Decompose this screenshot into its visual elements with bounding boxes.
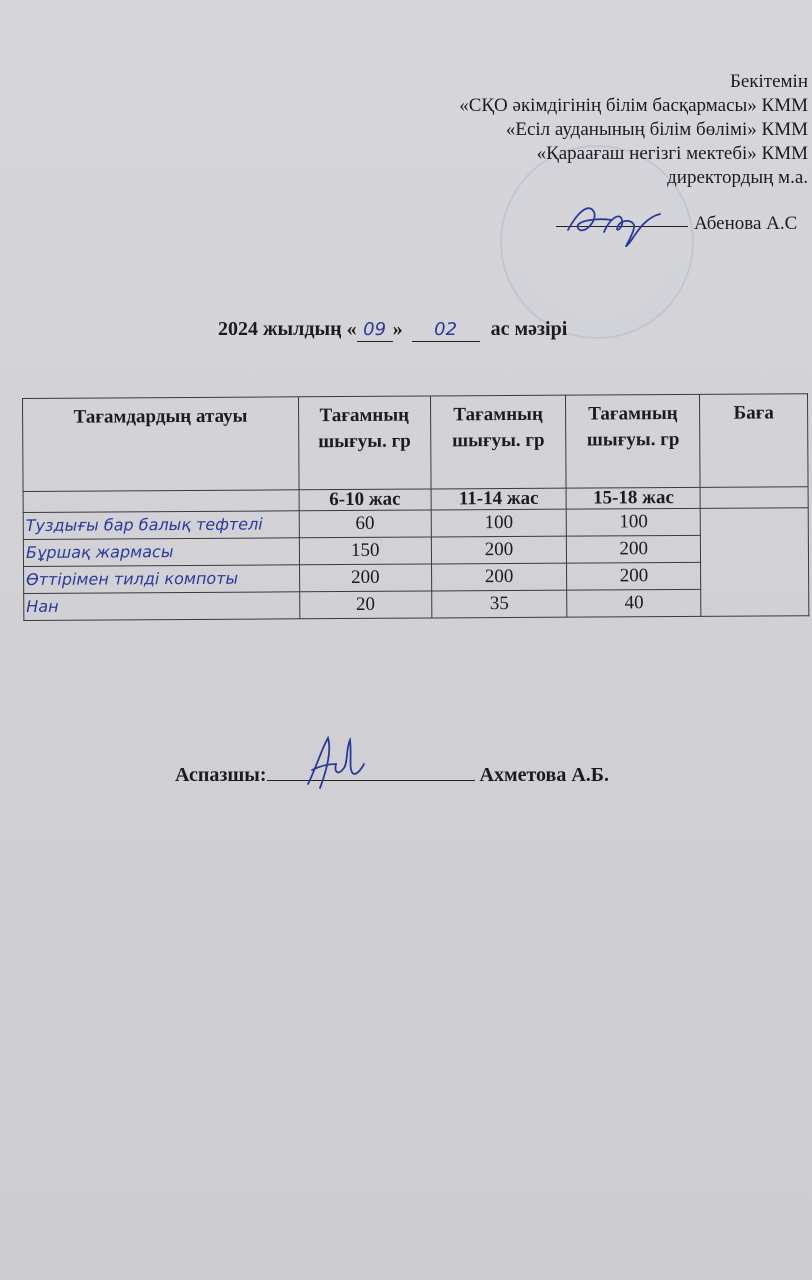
approval-block xyxy=(288,70,808,190)
month-blank xyxy=(412,318,480,342)
dish-name: Туздығы бар балық тефтелі xyxy=(23,511,299,540)
dish-name: Бұршақ жармасы xyxy=(23,538,299,567)
header-dish-name: Тағамдардың атауы xyxy=(23,397,299,492)
age-price-cell xyxy=(700,487,808,509)
header-portion-2: Тағамның шығуы. гр xyxy=(430,395,566,489)
approval-heading: Бекітемін xyxy=(729,71,808,92)
portion-11-14: 200 xyxy=(431,563,567,591)
cook-name: Ахметова А.Б. xyxy=(479,764,610,786)
portion-6-10: 150 xyxy=(299,537,431,565)
table-row xyxy=(24,589,809,621)
cook-label: Аспазшы: xyxy=(175,764,267,786)
title-month: 02 xyxy=(434,319,458,340)
portion-15-18: 200 xyxy=(567,562,701,590)
title-mid: » xyxy=(392,318,403,340)
portion-15-18: 100 xyxy=(567,508,701,536)
header-portion-3: Тағамның шығуы. гр xyxy=(566,394,700,488)
title-prefix: 2024 жылдың « xyxy=(218,318,357,340)
title-day: 09 xyxy=(363,319,387,340)
portion-11-14: 35 xyxy=(431,590,567,618)
age-empty-cell xyxy=(23,490,299,513)
day-blank xyxy=(357,318,393,342)
age-group-3: 15-18 жас xyxy=(566,487,700,509)
title-suffix: ас мәзірі xyxy=(490,318,568,340)
approval-line-3: «Қараағаш негізгі мектебі» КММ xyxy=(536,143,808,164)
age-group-2: 11-14 жас xyxy=(431,488,567,510)
approval-line-4: директордың м.а. xyxy=(667,167,808,188)
portion-15-18: 200 xyxy=(567,535,701,563)
menu-table xyxy=(22,393,809,621)
approval-line-1: «СҚО әкімдігінің білім басқармасы» КММ xyxy=(459,95,808,116)
cook-signature-block xyxy=(175,760,609,787)
header-portion-1: Тағамның шығуы. гр xyxy=(298,396,430,490)
table-header-row xyxy=(23,394,809,492)
director-name: Абенова А.С xyxy=(694,213,798,234)
dish-name: Нан xyxy=(24,592,300,621)
cook-signature xyxy=(298,728,368,798)
menu-title xyxy=(218,318,567,342)
portion-11-14: 100 xyxy=(431,509,567,537)
header-price: Баға xyxy=(700,394,808,488)
director-signature xyxy=(560,198,670,258)
portion-6-10: 200 xyxy=(299,564,431,592)
age-group-1: 6-10 жас xyxy=(299,489,431,511)
portion-6-10: 20 xyxy=(300,591,432,619)
price-cell xyxy=(700,508,808,617)
dish-name: Өттірімен тилді компоты xyxy=(24,565,300,594)
portion-11-14: 200 xyxy=(431,536,567,564)
portion-6-10: 60 xyxy=(299,510,431,538)
portion-15-18: 40 xyxy=(567,589,701,617)
approval-line-2: «Есіл ауданының білім бөлімі» КММ xyxy=(505,119,808,140)
